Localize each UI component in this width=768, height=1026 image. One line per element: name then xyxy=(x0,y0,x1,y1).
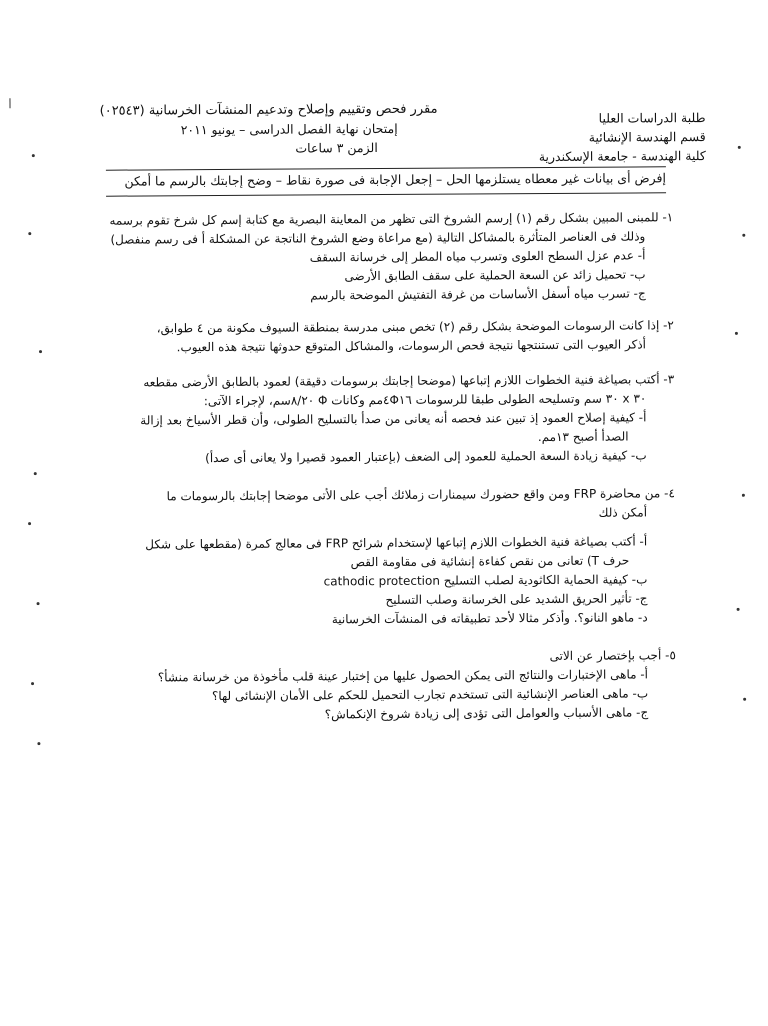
question-item: أ- ماهى الإختبارات والنتائج التى يمكن الحصول عليها من إختبار عينة قلب مأخوذة من خرسانة منشأ؟ xyxy=(157,667,649,685)
question-item: ج- ماهى الأسباب والعوامل التى تؤدى إلى زيادة شروخ الإنكماش؟ xyxy=(324,705,649,722)
question-1 xyxy=(93,208,674,307)
question-text: أمكن ذلك xyxy=(598,505,648,520)
scan-mark xyxy=(37,742,40,745)
scan-mark xyxy=(742,234,745,237)
question-item: ب- تحميل زائد عن السعة الحملية على سقف الطابق الأرضى xyxy=(344,267,646,284)
header-line: طلبة الدراسات العليا xyxy=(598,110,706,126)
question-text: وذلك فى العناصر المتأثرة بالمشاكل التالية (مع مراعاة وضع الشروخ الناتجة عن المشكلة أ فى رسم منفصل) xyxy=(110,229,646,247)
scan-mark xyxy=(31,682,34,685)
question-item: د- ماهو النانو؟. وأذكر مثالا لأحد تطبيقاته فى المنشآت الخرسانية xyxy=(331,610,648,627)
question-item: ب- كيفية الحماية الكاثودية لصلب التسليح cathodic protection xyxy=(323,572,648,589)
question-text: ٣- أكتب بصياغة فنية الخطوات اللازم إتباعها (موضحا إجابتك برسومات دقيقة) لعمود بالطابق الأرضى مقطعه xyxy=(143,372,675,390)
scan-mark xyxy=(9,98,10,108)
scan-mark xyxy=(735,332,738,335)
course-header xyxy=(77,100,437,159)
question-item: الصدأ أصبح ١٣مم. xyxy=(537,429,629,445)
question-item: أ- كيفية إصلاح العمود إذ تبين عند فحصه أنه يعانى من صدأ بالتسليح الطولى، وأن قطر الأسياخ بعد إزالة xyxy=(140,410,647,428)
question-item: ج- تسرب مياه أسفل الأساسات من غرفة التفتيش الموضحة بالرسم xyxy=(310,286,646,303)
department-header xyxy=(436,108,706,167)
scan-mark xyxy=(37,602,40,605)
question-item: ب- ماهى العناصر الإنشائية التى تستخدم تجارب التحميل للحكم على الأمان الإنشائى لها؟ xyxy=(211,686,649,704)
scan-mark xyxy=(742,494,745,497)
exam-duration: الزمن ٣ ساعات xyxy=(295,140,378,156)
divider-bottom xyxy=(106,192,666,196)
question-text: ١- للمبنى المبين بشكل رقم (١) إرسم الشروخ التى تظهر من المعاينة البصرية مع كتابة إسم كل شرخ تقوم برسمه xyxy=(109,210,674,228)
question-text: ٥- أجب بإختصار عن الاتى xyxy=(549,648,676,663)
scan-mark xyxy=(743,698,746,701)
question-text: ٤- من محاضرة FRP ومن واقع حضورك سيمنارات زملائك أجب على الأتى موضحا إجابتك بالرسومات ما xyxy=(166,486,675,504)
header-line: قسم الهندسة الإنشائية xyxy=(588,129,706,145)
exam-session: إمتحان نهاية الفصل الدراسى – يونيو ٢٠١١ xyxy=(180,120,398,138)
scan-mark xyxy=(28,232,31,235)
question-text: أذكر العيوب التى تستنتجها نتيجة فحص الرسومات، والمشاكل المتوقع حدوثها نتيجة هذه العيوب. xyxy=(176,337,647,355)
question-text: ٢- إذا كانت الرسومات الموضحة بشكل رقم (٢) تخص مبنى مدرسة بمنطقة السيوف مكونة من ٤ طوابق، xyxy=(156,318,674,336)
question-3 xyxy=(94,370,675,469)
question-text: ٣٠ x ٣٠ سم وتسليحه الطولى طبقا للرسومات ٤Φ١٦مم وكانات Φ ٨/٢٠سم، لإجراء الآتى: xyxy=(203,391,647,409)
question-item: ب- كيفية زيادة السعة الحملية للعمود إلى الضعف (بإعتبار العمود قصيرا ولا يعانى أى صدأ) xyxy=(205,448,647,466)
question-item: ج- تأثير الحريق الشديد على الخرسانة وصلب التسليح xyxy=(385,591,648,607)
course-title: مقرر فحص وتقييم وإصلاح وتدعيم المنشآت الخرسانية (٠٢٥٤٣) xyxy=(99,101,438,119)
question-item: حرف T) تعانى من نقص كفاءة إنشائية فى مقاومة القص xyxy=(350,553,630,570)
question-4 xyxy=(95,484,676,631)
scan-mark xyxy=(738,146,741,149)
scan-mark xyxy=(34,472,37,475)
question-item: أ- عدم عزل السطح العلوى وتسرب مياه المطر إلى خرسانة السقف xyxy=(309,248,646,265)
header-line: كلية الهندسة - جامعة الإسكندرية xyxy=(538,148,706,165)
scan-mark xyxy=(28,522,31,525)
scan-mark xyxy=(737,608,740,611)
question-2 xyxy=(94,316,674,358)
scan-mark xyxy=(39,350,42,353)
question-5 xyxy=(96,646,676,726)
question-item: أ- أكتب بصياغة فنية الخطوات اللازم إتباعها لإستخدام شرائح FRP فى معالج كمرة (مقطعها على شكل xyxy=(145,534,648,552)
scan-mark xyxy=(32,154,35,157)
instructions: إفرض أى بيانات غير معطاه يستلزمها الحل – إجعل الإجابة فى صورة نقاط – وضح إجابتك بالرسم ما أمكن xyxy=(124,170,667,189)
